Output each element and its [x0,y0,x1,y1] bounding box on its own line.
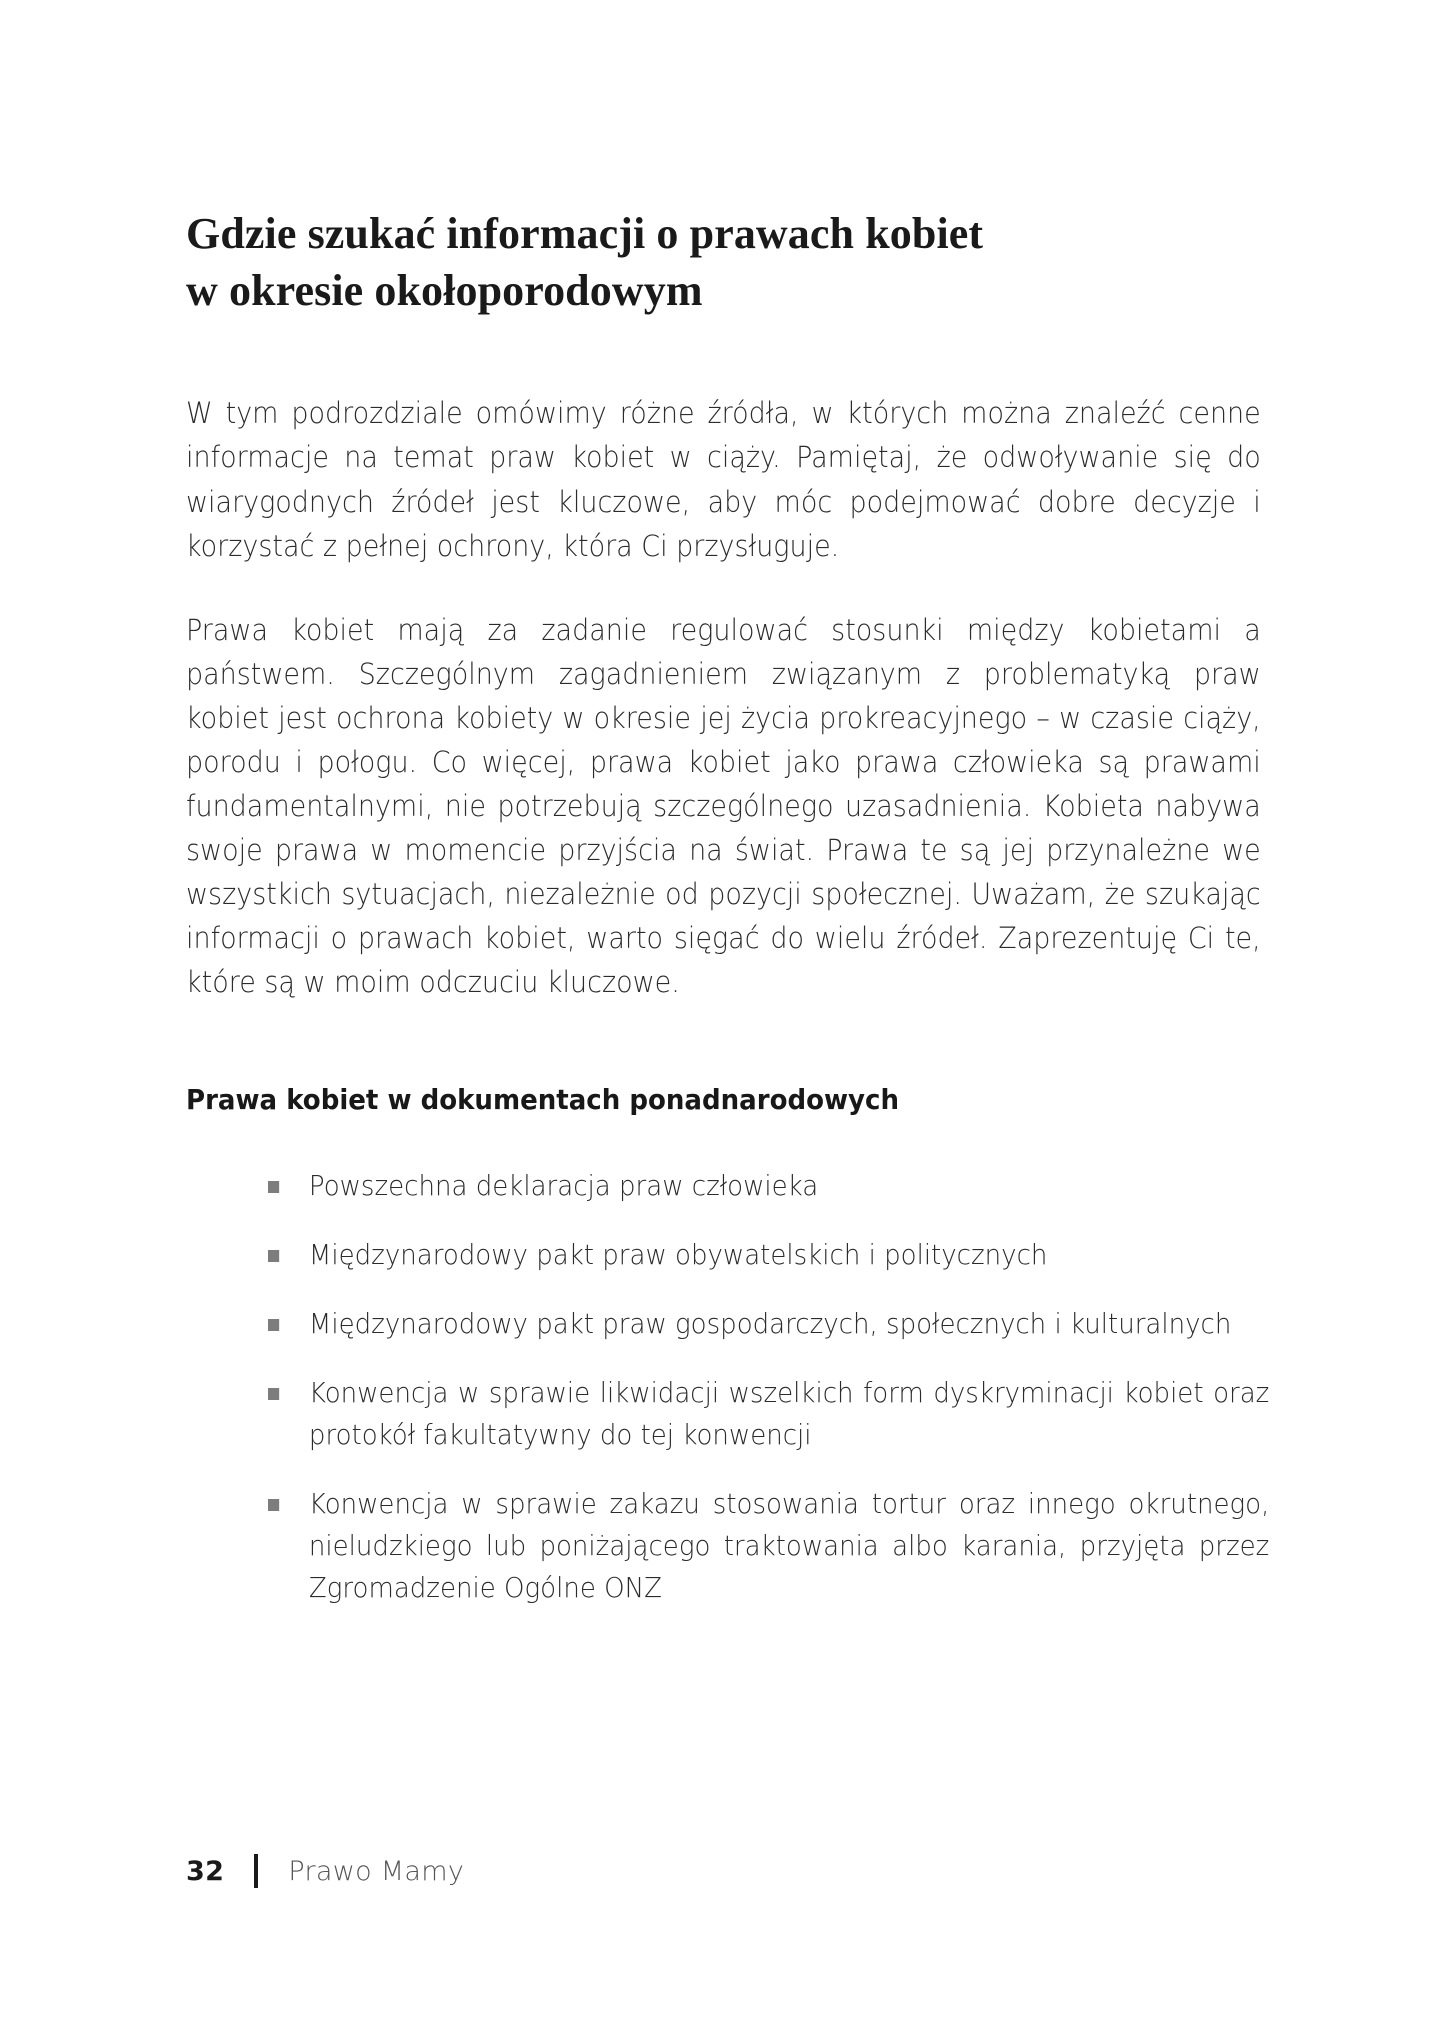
list-item [268,1372,1269,1456]
page-number: 32 [186,1855,225,1887]
documents-list [186,1165,1270,1609]
footer-divider [254,1854,258,1888]
list-item [268,1483,1269,1609]
list-item-label: Międzynarodowy pakt praw gospodarczych, społecznych i kulturalnych [308,1306,1232,1340]
list-item [268,1303,1269,1345]
page-content [186,0,1270,1609]
list-item-label: Konwencja w sprawie zakazu stosowania tortur oraz innego okrutnego, nieludzkiego lub poniżającego traktowania albo karania, przyjęta przez Zgromadzenie Ogólne ONZ [308,1486,1270,1604]
list-item-label: Konwencja w sprawie likwidacji wszelkich form dyskryminacji kobiet oraz protokół fakultatywny do tej konwencji [308,1375,1270,1451]
page-title [186,0,1261,319]
square-bullet-icon [268,1250,279,1262]
section-subheading: Prawa kobiet w dokumentach ponadnarodowych [186,1083,900,1117]
square-bullet-icon [268,1181,279,1193]
list-item-label: Międzynarodowy pakt praw obywatelskich i politycznych [308,1237,1048,1271]
square-bullet-icon [268,1499,279,1511]
page-footer [186,1854,464,1888]
page-title-line-2: w okresie okołoporodowym [186,266,703,316]
body-paragraph: Prawa kobiet mają za zadanie regulować stosunki między kobietami a państwem. Szczególnym zagadnieniem związanym z problematyką praw kobiet jest ochrona kobiety w okresie jej życia prokreacyjnego – w czasie ciąży, porodu i połogu. Co więcej, prawa kobiet jako prawa człowieka są prawami fundamentalnymi, nie potrzebują szczególnego uzasadnienia. Kobieta nabywa swoje prawa w momencie przyjścia na świat. Prawa te są jej przynależne we wszystkich sytuacjach, niezależnie od pozycji społecznej. Uważam, że szukając informacji o prawach kobiet, warto sięgać do wielu źródeł. Zaprezentuję Ci te, które są w moim odczuciu kluczowe. [186,612,1261,1000]
footer-book-title: Prawo Mamy [288,1855,465,1887]
intro-paragraph: W tym podrozdziale omówimy różne źródła, w których można znaleźć cenne informacje na temat praw kobiet w ciąży. Pamiętaj, że odwoływanie się do wiarygodnych źródeł jest kluczowe, aby móc podejmować dobre decyzje i korzystać z pełnej ochrony, która Ci przysługuje. [186,396,1261,563]
list-item [268,1165,1269,1207]
page-title-line-1: Gdzie szukać informacji o prawach kobiet [186,209,984,258]
list-item [268,1234,1269,1276]
square-bullet-icon [268,1319,279,1331]
list-item-label: Powszechna deklaracja praw człowieka [308,1168,819,1202]
square-bullet-icon [268,1388,279,1400]
